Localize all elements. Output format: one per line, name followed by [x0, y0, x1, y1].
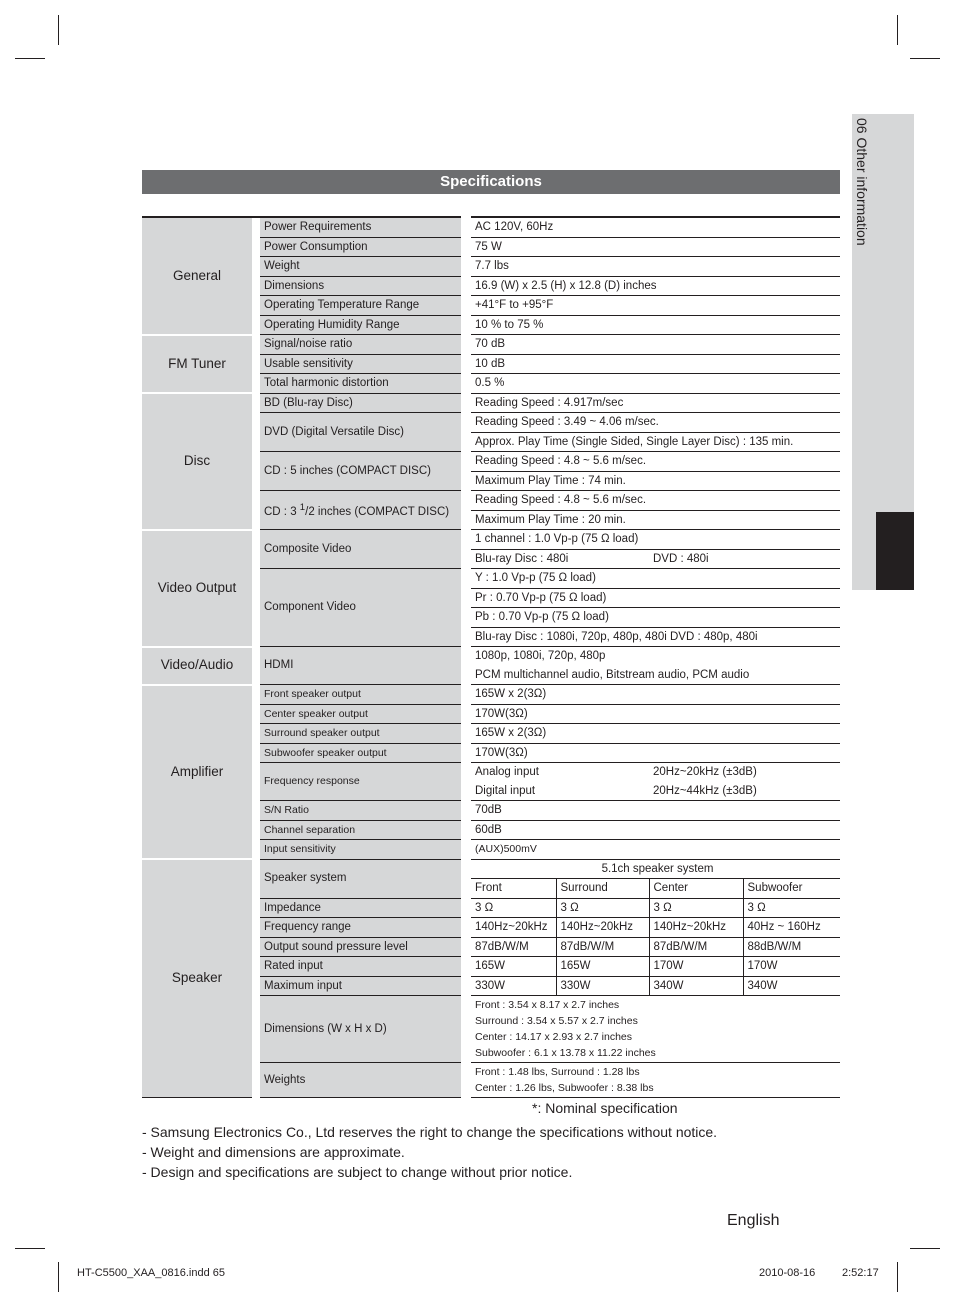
- spec-value: 1 channel : 1.0 Vp-p (75 Ω load): [466, 530, 840, 550]
- spec-value: Analog input: [475, 766, 539, 778]
- spec-label: Operating Temperature Range: [260, 296, 466, 316]
- spec-value: 165W: [556, 957, 649, 977]
- spec-label: Center speaker output: [260, 704, 466, 724]
- spec-value: 87dB/W/M: [649, 937, 743, 957]
- spec-value: 70 dB: [466, 335, 840, 355]
- spec-value: 340W: [649, 976, 743, 996]
- spec-value: 16.9 (W) x 2.5 (H) x 12.8 (D) inches: [466, 276, 840, 296]
- spec-label: Channel separation: [260, 820, 466, 840]
- spec-value: Reading Speed : 4.917m/sec: [466, 393, 840, 413]
- footnote: *: Nominal specification: [532, 1100, 678, 1116]
- spec-label: CD : 5 inches (COMPACT DISC): [260, 452, 466, 491]
- spec-label: Power Requirements: [260, 217, 466, 237]
- table-row: [142, 859, 840, 879]
- note-item: - Design and specifications are subject to change without prior notice.: [142, 1164, 573, 1180]
- spec-label: Subwoofer speaker output: [260, 743, 466, 763]
- spec-value: 170W: [743, 957, 840, 977]
- spec-value: 330W: [556, 976, 649, 996]
- crop-mark: [58, 1262, 59, 1292]
- spec-value: 3 Ω: [556, 898, 649, 918]
- spec-label: Dimensions: [260, 276, 466, 296]
- category-video-audio: Video/Audio: [142, 647, 252, 685]
- spec-value: 87dB/W/M: [556, 937, 649, 957]
- page-title: Specifications: [142, 170, 840, 194]
- crop-mark: [897, 15, 898, 45]
- spec-label: Frequency range: [260, 918, 466, 938]
- spec-label: Output sound pressure level: [260, 937, 466, 957]
- spec-label: HDMI: [260, 647, 466, 685]
- category-general: General: [142, 217, 252, 335]
- spec-value: 10 dB: [466, 354, 840, 374]
- spec-label: Component Video: [260, 569, 466, 647]
- spec-value: 330W: [466, 976, 556, 996]
- spec-value: PCM multichannel audio, Bitstream audio, PCM audio: [466, 666, 840, 685]
- spec-label: Weight: [260, 257, 466, 277]
- spec-value: Pb : 0.70 Vp-p (75 Ω load): [466, 608, 840, 628]
- spec-label: Usable sensitivity: [260, 354, 466, 374]
- spec-value: AC 120V, 60Hz: [466, 217, 840, 237]
- table-row: [142, 335, 840, 355]
- spec-label: Frequency response: [260, 763, 466, 801]
- category-speaker: Speaker: [142, 859, 252, 1098]
- spec-value: 87dB/W/M: [466, 937, 556, 957]
- note-item: - Weight and dimensions are approximate.: [142, 1144, 405, 1160]
- footer-time: 2:52:17: [842, 1267, 879, 1279]
- spec-value: Reading Speed : 4.8 ~ 5.6 m/sec.: [466, 491, 840, 511]
- spec-value: Maximum Play Time : 20 min.: [466, 510, 840, 530]
- spec-value: Approx. Play Time (Single Sided, Single Layer Disc) : 135 min.: [466, 432, 840, 452]
- table-row: [142, 685, 840, 705]
- table-row: [142, 647, 840, 666]
- column-header: Center: [649, 879, 743, 899]
- crop-mark: [15, 58, 45, 59]
- spec-label: Impedance: [260, 898, 466, 918]
- spec-label: DVD (Digital Versatile Disc): [260, 413, 466, 452]
- spec-value: 5.1ch speaker system: [466, 859, 840, 879]
- spec-value: 170W(3Ω): [466, 743, 840, 763]
- spec-value: 3 Ω: [466, 898, 556, 918]
- spec-label: Front speaker output: [260, 685, 466, 705]
- spec-label: Operating Humidity Range: [260, 315, 466, 335]
- column-header: Front: [466, 879, 556, 899]
- spec-value: 75 W: [466, 237, 840, 257]
- spec-value: 0.5 %: [466, 374, 840, 394]
- spec-label: Input sensitivity: [260, 840, 466, 860]
- spec-value: 7.7 lbs: [466, 257, 840, 277]
- spec-value: 140Hz~20kHz: [466, 918, 556, 938]
- notes: [142, 1122, 717, 1182]
- spec-value: Blu-ray Disc : 480i: [466, 549, 649, 569]
- category-disc: Disc: [142, 393, 252, 530]
- crop-mark: [910, 1248, 940, 1249]
- spec-value: 10 % to 75 %: [466, 315, 840, 335]
- table-row: [142, 530, 840, 550]
- spec-label: Weights: [260, 1063, 466, 1098]
- footer-file: HT-C5500_XAA_0816.indd 65: [77, 1267, 225, 1279]
- spec-value: 20Hz~44kHz (±3dB): [649, 782, 840, 801]
- spec-value: 1080p, 1080i, 720p, 480p: [475, 650, 606, 662]
- spec-label: Signal/noise ratio: [260, 335, 466, 355]
- spec-value: 340W: [743, 976, 840, 996]
- spec-value: 140Hz~20kHz: [556, 918, 649, 938]
- spec-table: [142, 216, 840, 1098]
- spec-value: 40Hz ~ 160Hz: [743, 918, 840, 938]
- spec-label: Maximum input: [260, 976, 466, 996]
- spec-label: CD : 3 $^1$/2 inches (COMPACT DISC): [260, 491, 466, 530]
- chapter-tab-label: 06 Other information: [854, 118, 870, 246]
- spec-label: Power Consumption: [260, 237, 466, 257]
- spec-label: S/N Ratio: [260, 801, 466, 821]
- spec-value: DVD : 480i: [649, 549, 840, 569]
- spec-value: 60dB: [466, 820, 840, 840]
- category-video-output: Video Output: [142, 530, 252, 647]
- spec-value: +41°F to +95°F: [466, 296, 840, 316]
- spec-value: 165W x 2(3Ω): [466, 685, 840, 705]
- footer-date: 2010-08-16: [759, 1267, 816, 1279]
- spec-value: 20Hz~20kHz (±3dB): [653, 766, 757, 778]
- spec-value: Pr : 0.70 Vp-p (75 Ω load): [466, 588, 840, 608]
- spec-label: Dimensions (W x H x D): [260, 996, 466, 1063]
- crop-mark: [897, 1262, 898, 1292]
- spec-value: Reading Speed : 4.8 ~ 5.6 m/sec.: [466, 452, 840, 472]
- spec-label: BD (Blu-ray Disc): [260, 393, 466, 413]
- spec-value: Maximum Play Time : 74 min.: [466, 471, 840, 491]
- spec-label: Composite Video: [260, 530, 466, 569]
- column-header: Surround: [556, 879, 649, 899]
- spec-value: Blu-ray Disc : 1080i, 720p, 480p, 480i DVD : 480p, 480i: [466, 627, 840, 647]
- spec-label: Surround speaker output: [260, 724, 466, 744]
- crop-mark: [58, 15, 59, 45]
- spec-value: 170W: [649, 957, 743, 977]
- spec-value: 165W x 2(3Ω): [466, 724, 840, 744]
- spec-value: Reading Speed : 3.49 ~ 4.06 m/sec.: [466, 413, 840, 433]
- language-label: English: [727, 1212, 780, 1229]
- spec-value: 170W(3Ω): [466, 704, 840, 724]
- category-fm-tuner: FM Tuner: [142, 335, 252, 394]
- spec-value: Digital input: [466, 782, 649, 801]
- crop-mark: [910, 58, 940, 59]
- chapter-tab-marker: [876, 512, 914, 590]
- crop-mark: [15, 1248, 45, 1249]
- spec-value: 70dB: [466, 801, 840, 821]
- spec-value: 3 Ω: [649, 898, 743, 918]
- spec-value: 3 Ω: [743, 898, 840, 918]
- table-row: [142, 393, 840, 413]
- spec-value: 165W: [466, 957, 556, 977]
- spec-value: Front : 1.48 lbs, Surround : 1.28 lbs Center : 1.26 lbs, Subwoofer : 8.38 lbs: [466, 1063, 840, 1098]
- column-header: Subwoofer: [743, 879, 840, 899]
- spec-value: 88dB/W/M: [743, 937, 840, 957]
- category-amplifier: Amplifier: [142, 685, 252, 860]
- spec-label: Speaker system: [260, 859, 466, 898]
- note-item: - Samsung Electronics Co., Ltd reserves the right to change the specifications without notice.: [142, 1124, 718, 1140]
- spec-value: Y : 1.0 Vp-p (75 Ω load): [466, 569, 840, 589]
- spec-value: Front : 3.54 x 8.17 x 2.7 inches Surround : 3.54 x 5.57 x 2.7 inches Center : 14.17 x 2.93 x 2.7 inches Subwoofer : 6.1 x 13.78 x 11.22 inches: [466, 996, 840, 1063]
- spec-value: (AUX)500mV: [466, 840, 840, 860]
- table-row: [142, 217, 840, 237]
- spec-label: Total harmonic distortion: [260, 374, 466, 394]
- spec-value: 140Hz~20kHz: [649, 918, 743, 938]
- spec-label: Rated input: [260, 957, 466, 977]
